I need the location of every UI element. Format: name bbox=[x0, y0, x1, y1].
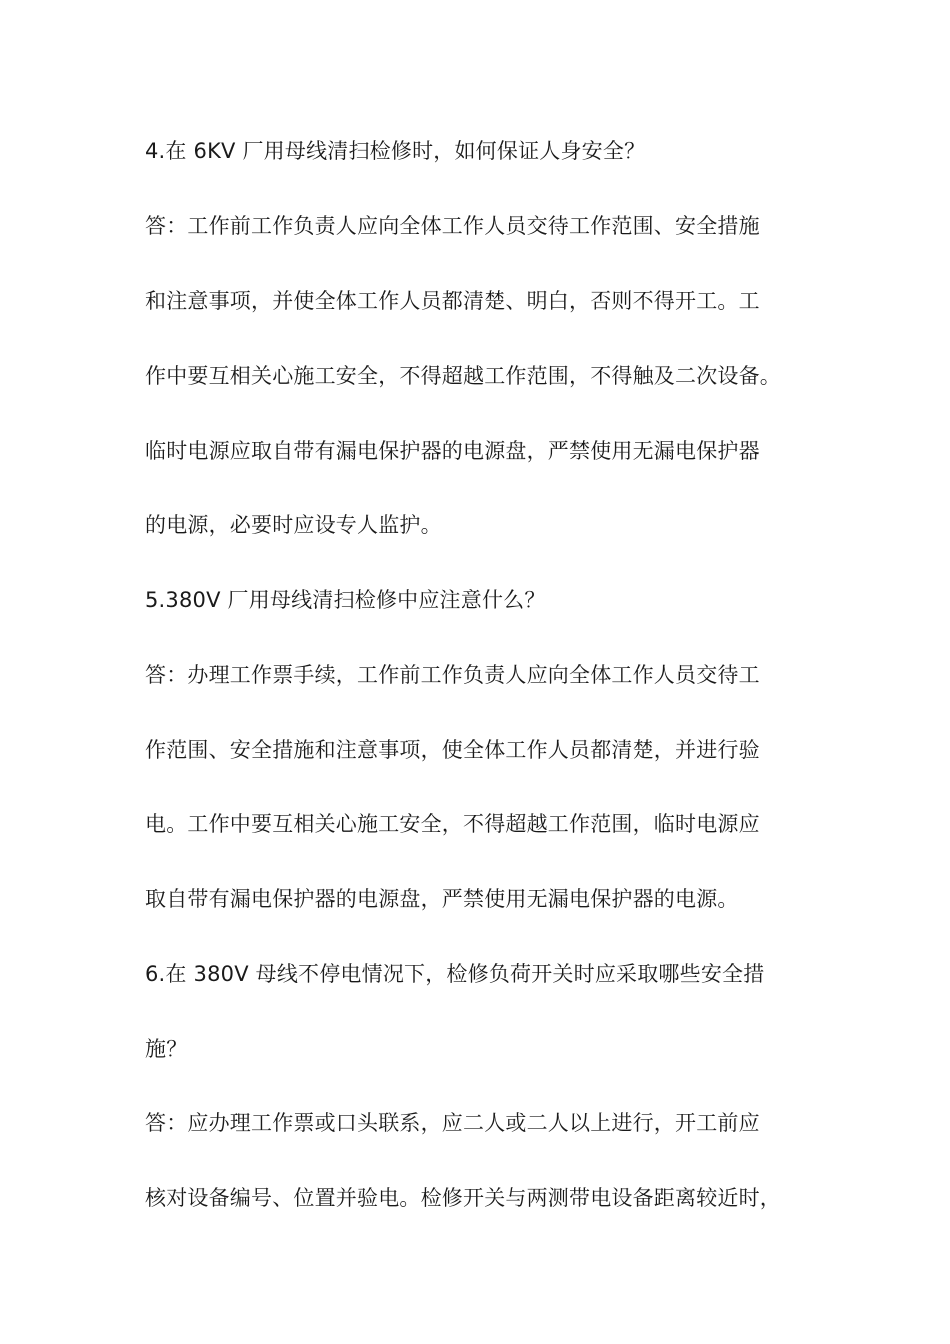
answer-5-line-3: 电。工作中要互相关心施工安全，不得超越工作范围，临时电源应 bbox=[145, 812, 760, 836]
question-6-line-1: 6.在 380V 母线不停电情况下，检修负荷开关时应采取哪些安全措 bbox=[145, 962, 765, 986]
answer-4-line-3: 作中要互相关心施工安全，不得超越工作范围，不得触及二次设备。 bbox=[145, 364, 781, 388]
answer-4-line-4: 临时电源应取自带有漏电保护器的电源盘，严禁使用无漏电保护器 bbox=[145, 439, 760, 463]
answer-5-line-2: 作范围、安全措施和注意事项，使全体工作人员都清楚，并进行验 bbox=[145, 738, 760, 762]
answer-5-line-4: 取自带有漏电保护器的电源盘，严禁使用无漏电保护器的电源。 bbox=[145, 887, 739, 911]
answer-4-line-1: 答：工作前工作负责人应向全体工作人员交待工作范围、安全措施 bbox=[145, 214, 760, 238]
question-6-line-2: 施？ bbox=[145, 1037, 188, 1061]
answer-5-line-1: 答：办理工作票手续，工作前工作负责人应向全体工作人员交待工 bbox=[145, 663, 760, 687]
answer-4-line-5: 的电源，必要时应设专人监护。 bbox=[145, 513, 442, 537]
question-5-line: 5.380V 厂用母线清扫检修中应注意什么？ bbox=[145, 588, 546, 612]
question-4-line: 4.在 6KV 厂用母线清扫检修时，如何保证人身安全？ bbox=[145, 139, 646, 163]
answer-6-line-1: 答：应办理工作票或口头联系，应二人或二人以上进行，开工前应 bbox=[145, 1111, 760, 1135]
answer-6-line-2: 核对设备编号、位置并验电。检修开关与两测带电设备距离较近时， bbox=[145, 1186, 781, 1210]
answer-4-line-2: 和注意事项，并使全体工作人员都清楚、明白，否则不得开工。工 bbox=[145, 289, 760, 313]
